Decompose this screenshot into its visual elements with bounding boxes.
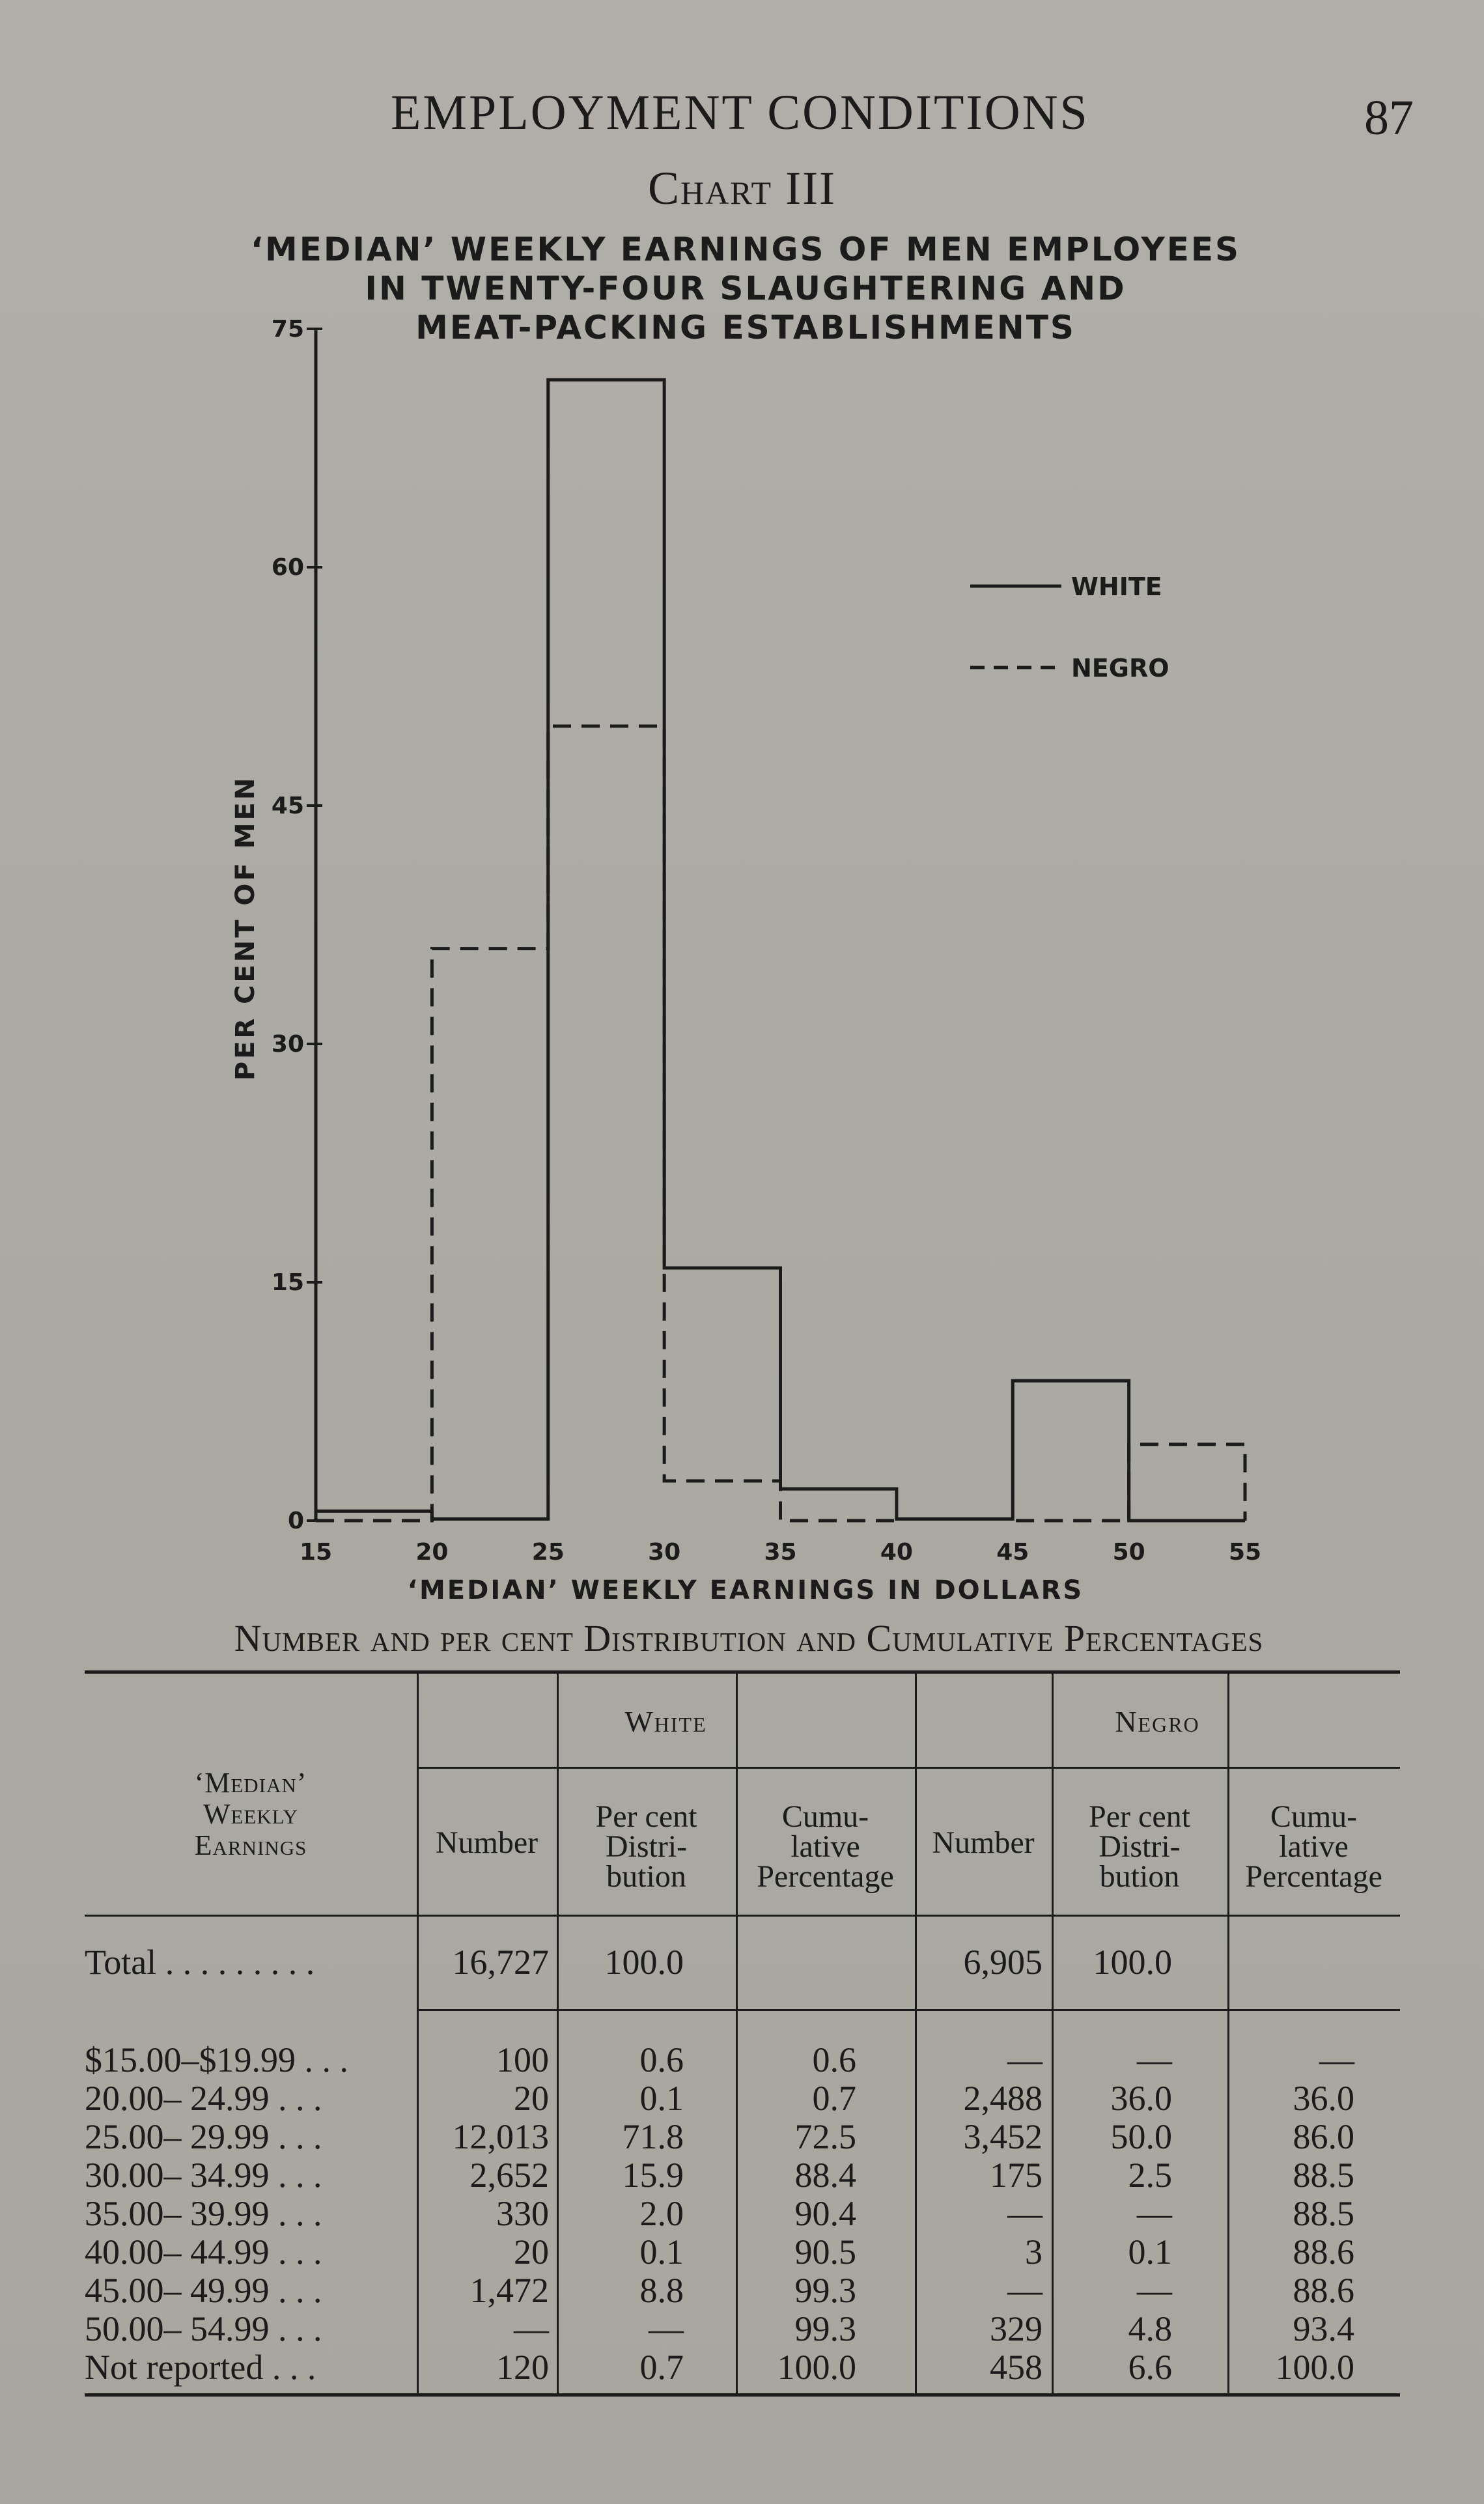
table-row-cell: 71.8 — [622, 2117, 684, 2156]
chart-title-line: ‘MEDIAN’ WEEKLY EARNINGS OF MEN EMPLOYEES — [250, 231, 1241, 268]
table-row-cell: 175 — [990, 2156, 1043, 2195]
table-row-cell: 88.5 — [1293, 2194, 1354, 2233]
table-row-cell: — — [1007, 2040, 1043, 2079]
column-header-line: Number — [932, 1825, 1035, 1860]
y-tick-label: 45 — [271, 793, 304, 819]
column-header-line: bution — [606, 1859, 686, 1894]
table-row-label: $15.00–$19.99 . . . — [85, 2040, 348, 2079]
table-row-label: 30.00– 34.99 . . . — [85, 2156, 322, 2195]
table-row-label: Not reported . . . — [85, 2348, 316, 2387]
legend-label-white: WHITE — [1071, 572, 1162, 601]
table-row-label: 25.00– 29.99 . . . — [85, 2117, 322, 2156]
table-row-cell: 99.3 — [794, 2309, 856, 2348]
table-row-cell: 0.7 — [639, 2348, 684, 2387]
x-tick-label: 45 — [996, 1539, 1029, 1566]
table-row-cell: 100.0 — [777, 2348, 856, 2387]
table-row-cell: 20 — [514, 2232, 549, 2272]
table-row-cell: 6.6 — [1128, 2348, 1172, 2387]
chart-title-line: MEAT-PACKING ESTABLISHMENTS — [415, 309, 1076, 346]
table-heading: Number and per cent Distribution and Cumulative Percentages — [234, 1617, 1264, 1659]
x-tick-label: 15 — [299, 1539, 333, 1566]
table-row-cell: 0.7 — [812, 2079, 856, 2118]
stub-header-line: Weekly — [203, 1798, 298, 1830]
table-row-cell: 0.6 — [639, 2040, 684, 2079]
column-header-line: bution — [1099, 1859, 1180, 1894]
total-row-cell: 16,727 — [452, 1943, 549, 1982]
table-row-cell: 88.6 — [1293, 2271, 1354, 2310]
table-row-cell: — — [1319, 2040, 1354, 2079]
column-header-line: Distri- — [1099, 1829, 1181, 1864]
table-row-cell: — — [1137, 2040, 1172, 2079]
column-header-line: Percentage — [1245, 1859, 1382, 1894]
group-underline-rule — [417, 1767, 1400, 1769]
histogram-chart — [0, 221, 1484, 1609]
table-row-cell: 72.5 — [794, 2117, 856, 2156]
y-axis-label: PER CENT OF MEN — [231, 775, 260, 1081]
table-row-cell: 120 — [496, 2348, 549, 2387]
column-header-line: Cumu- — [1270, 1799, 1358, 1834]
table-row-cell: 88.6 — [1293, 2232, 1354, 2272]
column-header-line: lative — [1279, 1829, 1349, 1864]
column-header-line: Cumu- — [781, 1799, 869, 1834]
table-row-label: 40.00– 44.99 . . . — [85, 2232, 322, 2272]
table-row-cell: 458 — [990, 2348, 1043, 2387]
white-series-outline — [316, 380, 1245, 1521]
table-row-cell: — — [1007, 2271, 1043, 2310]
total-row-cell: 6,905 — [963, 1943, 1043, 1982]
x-tick-label: 35 — [764, 1539, 797, 1566]
x-axis-label: ‘MEDIAN’ WEEKLY EARNINGS IN DOLLARS — [407, 1575, 1084, 1605]
column-header-line: lative — [791, 1829, 860, 1864]
table-row-cell: 3 — [1025, 2232, 1043, 2272]
table-row-cell: — — [1007, 2194, 1043, 2233]
total-under-rule — [417, 2009, 1400, 2011]
table-row-cell: 0.1 — [639, 2232, 684, 2272]
table-row-cell: 93.4 — [1293, 2309, 1354, 2348]
table-row-cell: 99.3 — [794, 2271, 856, 2310]
column-header-line: Per cent — [1089, 1799, 1190, 1834]
x-tick-label: 55 — [1228, 1539, 1262, 1566]
table-row-cell: 0.1 — [1128, 2232, 1172, 2272]
table-row-cell: 0.6 — [812, 2040, 856, 2079]
table-bottom-rule — [85, 2393, 1400, 2397]
table-row-cell: 36.0 — [1293, 2079, 1354, 2118]
table-row-cell: — — [514, 2309, 549, 2348]
table-row-label: 35.00– 39.99 . . . — [85, 2194, 322, 2233]
y-tick-label: 30 — [271, 1031, 304, 1058]
chart-title-line: IN TWENTY-FOUR SLAUGHTERING AND — [365, 270, 1127, 307]
table-row-cell: 2,488 — [963, 2079, 1043, 2118]
column-header-line: Number — [435, 1825, 539, 1860]
table-row-cell: 8.8 — [639, 2271, 684, 2310]
y-tick-label: 75 — [271, 316, 304, 343]
table-row-cell: 4.8 — [1128, 2309, 1172, 2348]
table-row-cell: 90.4 — [794, 2194, 856, 2233]
legend-label-negro: NEGRO — [1071, 654, 1169, 682]
running-head — [0, 85, 1484, 145]
table-row-cell: 20 — [514, 2079, 549, 2118]
table-row-cell: 0.1 — [639, 2079, 684, 2118]
table-row-label: 45.00– 49.99 . . . — [85, 2271, 322, 2310]
table-row-cell: — — [649, 2309, 684, 2348]
y-tick-label: 15 — [271, 1269, 304, 1296]
stub-header-line: Earnings — [194, 1829, 307, 1861]
x-tick-label: 25 — [531, 1539, 565, 1566]
y-tick-label: 0 — [287, 1508, 304, 1534]
group-header-white: White — [624, 1705, 707, 1738]
running-title: EMPLOYMENT CONDITIONS — [391, 85, 1089, 140]
table-row-cell: 100.0 — [1275, 2348, 1354, 2387]
x-tick-label: 30 — [648, 1539, 681, 1566]
group-header-negro: Negro — [1115, 1705, 1200, 1738]
table-row-cell: 12,013 — [452, 2117, 549, 2156]
page-number: 87 — [1364, 91, 1414, 145]
column-header-line: Distri- — [605, 1829, 688, 1864]
table-row-cell: 1,472 — [469, 2271, 549, 2310]
total-row-label: Total . . . . . . . . . — [85, 1943, 315, 1982]
table-row-cell: 90.5 — [794, 2232, 856, 2272]
x-tick-label: 20 — [415, 1539, 449, 1566]
table-row-cell: 88.5 — [1293, 2156, 1354, 2195]
x-tick-label: 50 — [1112, 1539, 1145, 1566]
table-row-cell: 86.0 — [1293, 2117, 1354, 2156]
total-row-cell: 100.0 — [604, 1943, 684, 1982]
table-row-cell: 15.9 — [622, 2156, 684, 2195]
table-row-cell: 2,652 — [469, 2156, 549, 2195]
table-row-cell: 330 — [496, 2194, 549, 2233]
header-bottom-rule — [85, 1915, 1400, 1917]
chart-label: Chart III — [647, 162, 837, 214]
table-row-cell: 3,452 — [963, 2117, 1043, 2156]
stub-header-line: ‘Median’ — [194, 1767, 307, 1799]
table-row-label: 50.00– 54.99 . . . — [85, 2309, 322, 2348]
table-row-cell: 2.0 — [639, 2194, 684, 2233]
table-row-cell: — — [1137, 2271, 1172, 2310]
table-row-cell: 2.5 — [1128, 2156, 1172, 2195]
table-row-cell: 36.0 — [1110, 2079, 1172, 2118]
column-header-line: Per cent — [595, 1799, 697, 1834]
table-row-cell: 50.0 — [1110, 2117, 1172, 2156]
column-header-line: Percentage — [757, 1859, 894, 1894]
x-tick-label: 40 — [880, 1539, 913, 1566]
table-row-cell: — — [1137, 2194, 1172, 2233]
table-row-cell: 100 — [496, 2040, 549, 2079]
total-row-cell: 100.0 — [1093, 1943, 1172, 1982]
table-row-cell: 88.4 — [794, 2156, 856, 2195]
table-top-rule — [85, 1670, 1400, 1674]
y-tick-label: 60 — [271, 554, 304, 581]
table-row-label: 20.00– 24.99 . . . — [85, 2079, 322, 2118]
table-row-cell: 329 — [990, 2309, 1043, 2348]
